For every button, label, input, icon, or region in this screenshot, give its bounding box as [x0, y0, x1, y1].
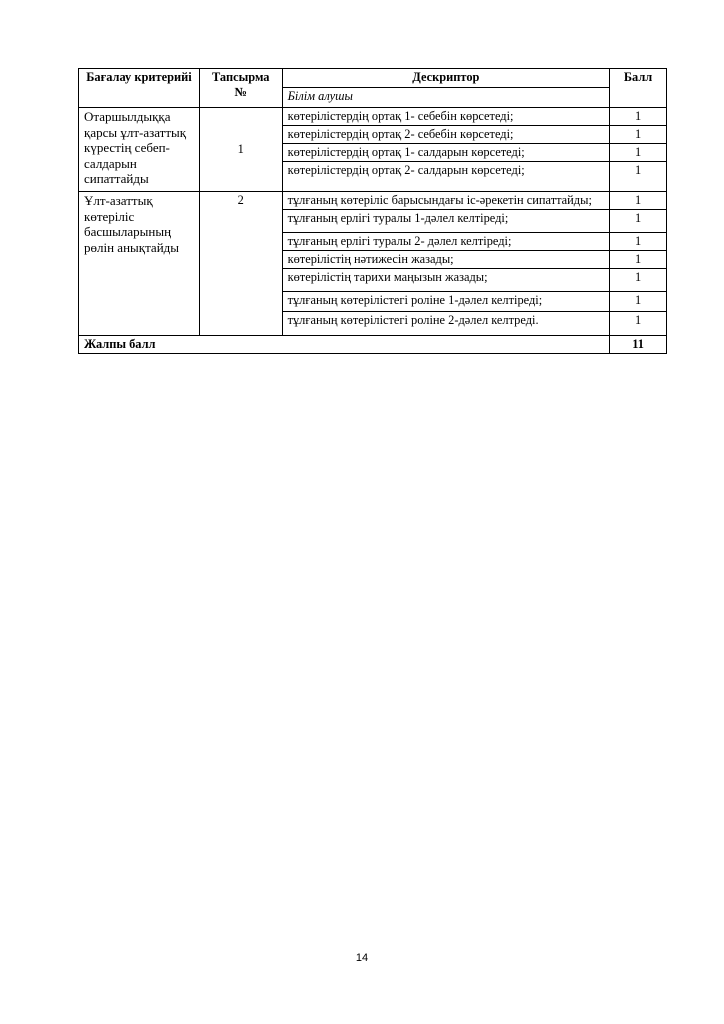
- table-header-row: [79, 69, 667, 88]
- total-row: [79, 336, 667, 354]
- header-task: Тапсырма №: [199, 69, 282, 108]
- total-label: Жалпы балл: [79, 336, 610, 354]
- descriptor-cell: тұлғаның ерлігі туралы 2- дәлел келтіреді;: [282, 233, 610, 251]
- score-cell: 1: [610, 233, 667, 251]
- descriptor-cell: көтерілістердің ортақ 2- себебін көрсетеді;: [282, 126, 610, 144]
- score-cell: 1: [610, 269, 667, 292]
- table-row: [79, 108, 667, 126]
- score-cell: 1: [610, 210, 667, 233]
- score-cell: 1: [610, 192, 667, 210]
- total-value: 11: [610, 336, 667, 354]
- header-descriptor: Дескриптор: [282, 69, 610, 88]
- score-cell: 1: [610, 292, 667, 312]
- task-number: 1: [199, 108, 282, 192]
- assessment-table: [78, 68, 667, 354]
- header-learner: Білім алушы: [282, 88, 610, 108]
- score-cell: 1: [610, 126, 667, 144]
- descriptor-cell: көтерілістердің ортақ 1- себебін көрсетеді;: [282, 108, 610, 126]
- descriptor-cell: тұлғаның көтеріліс барысындағы іс-әрекетін сипаттайды;: [282, 192, 610, 210]
- descriptor-cell: тұлғаның көтерілістегі роліне 2-дәлел келтреді.: [282, 312, 610, 336]
- table-row: [79, 192, 667, 210]
- score-cell: 1: [610, 251, 667, 269]
- criterion-cell: Отаршылдыққа қарсы ұлт-азаттық күрестің себеп-салдарын сипаттайды: [79, 108, 200, 192]
- descriptor-cell: көтерілістің тарихи маңызын жазады;: [282, 269, 610, 292]
- descriptor-cell: көтерілістердің ортақ 2- салдарын көрсетеді;: [282, 162, 610, 192]
- header-score: Балл: [610, 69, 667, 108]
- score-cell: 1: [610, 108, 667, 126]
- score-cell: 1: [610, 144, 667, 162]
- task-number: 2: [199, 192, 282, 336]
- descriptor-cell: көтерілістердің ортақ 1- салдарын көрсетеді;: [282, 144, 610, 162]
- header-criterion: Бағалау критерийі: [79, 69, 200, 108]
- score-cell: 1: [610, 162, 667, 192]
- descriptor-cell: көтерілістің нәтижесін жазады;: [282, 251, 610, 269]
- criterion-cell: Ұлт-азаттық көтеріліс басшыларының рөлін анықтайды: [79, 192, 200, 336]
- page-number: 14: [355, 952, 369, 964]
- score-cell: 1: [610, 312, 667, 336]
- descriptor-cell: тұлғаның көтерілістегі роліне 1-дәлел келтіреді;: [282, 292, 610, 312]
- descriptor-cell: тұлғаның ерлігі туралы 1-дәлел келтіреді;: [282, 210, 610, 233]
